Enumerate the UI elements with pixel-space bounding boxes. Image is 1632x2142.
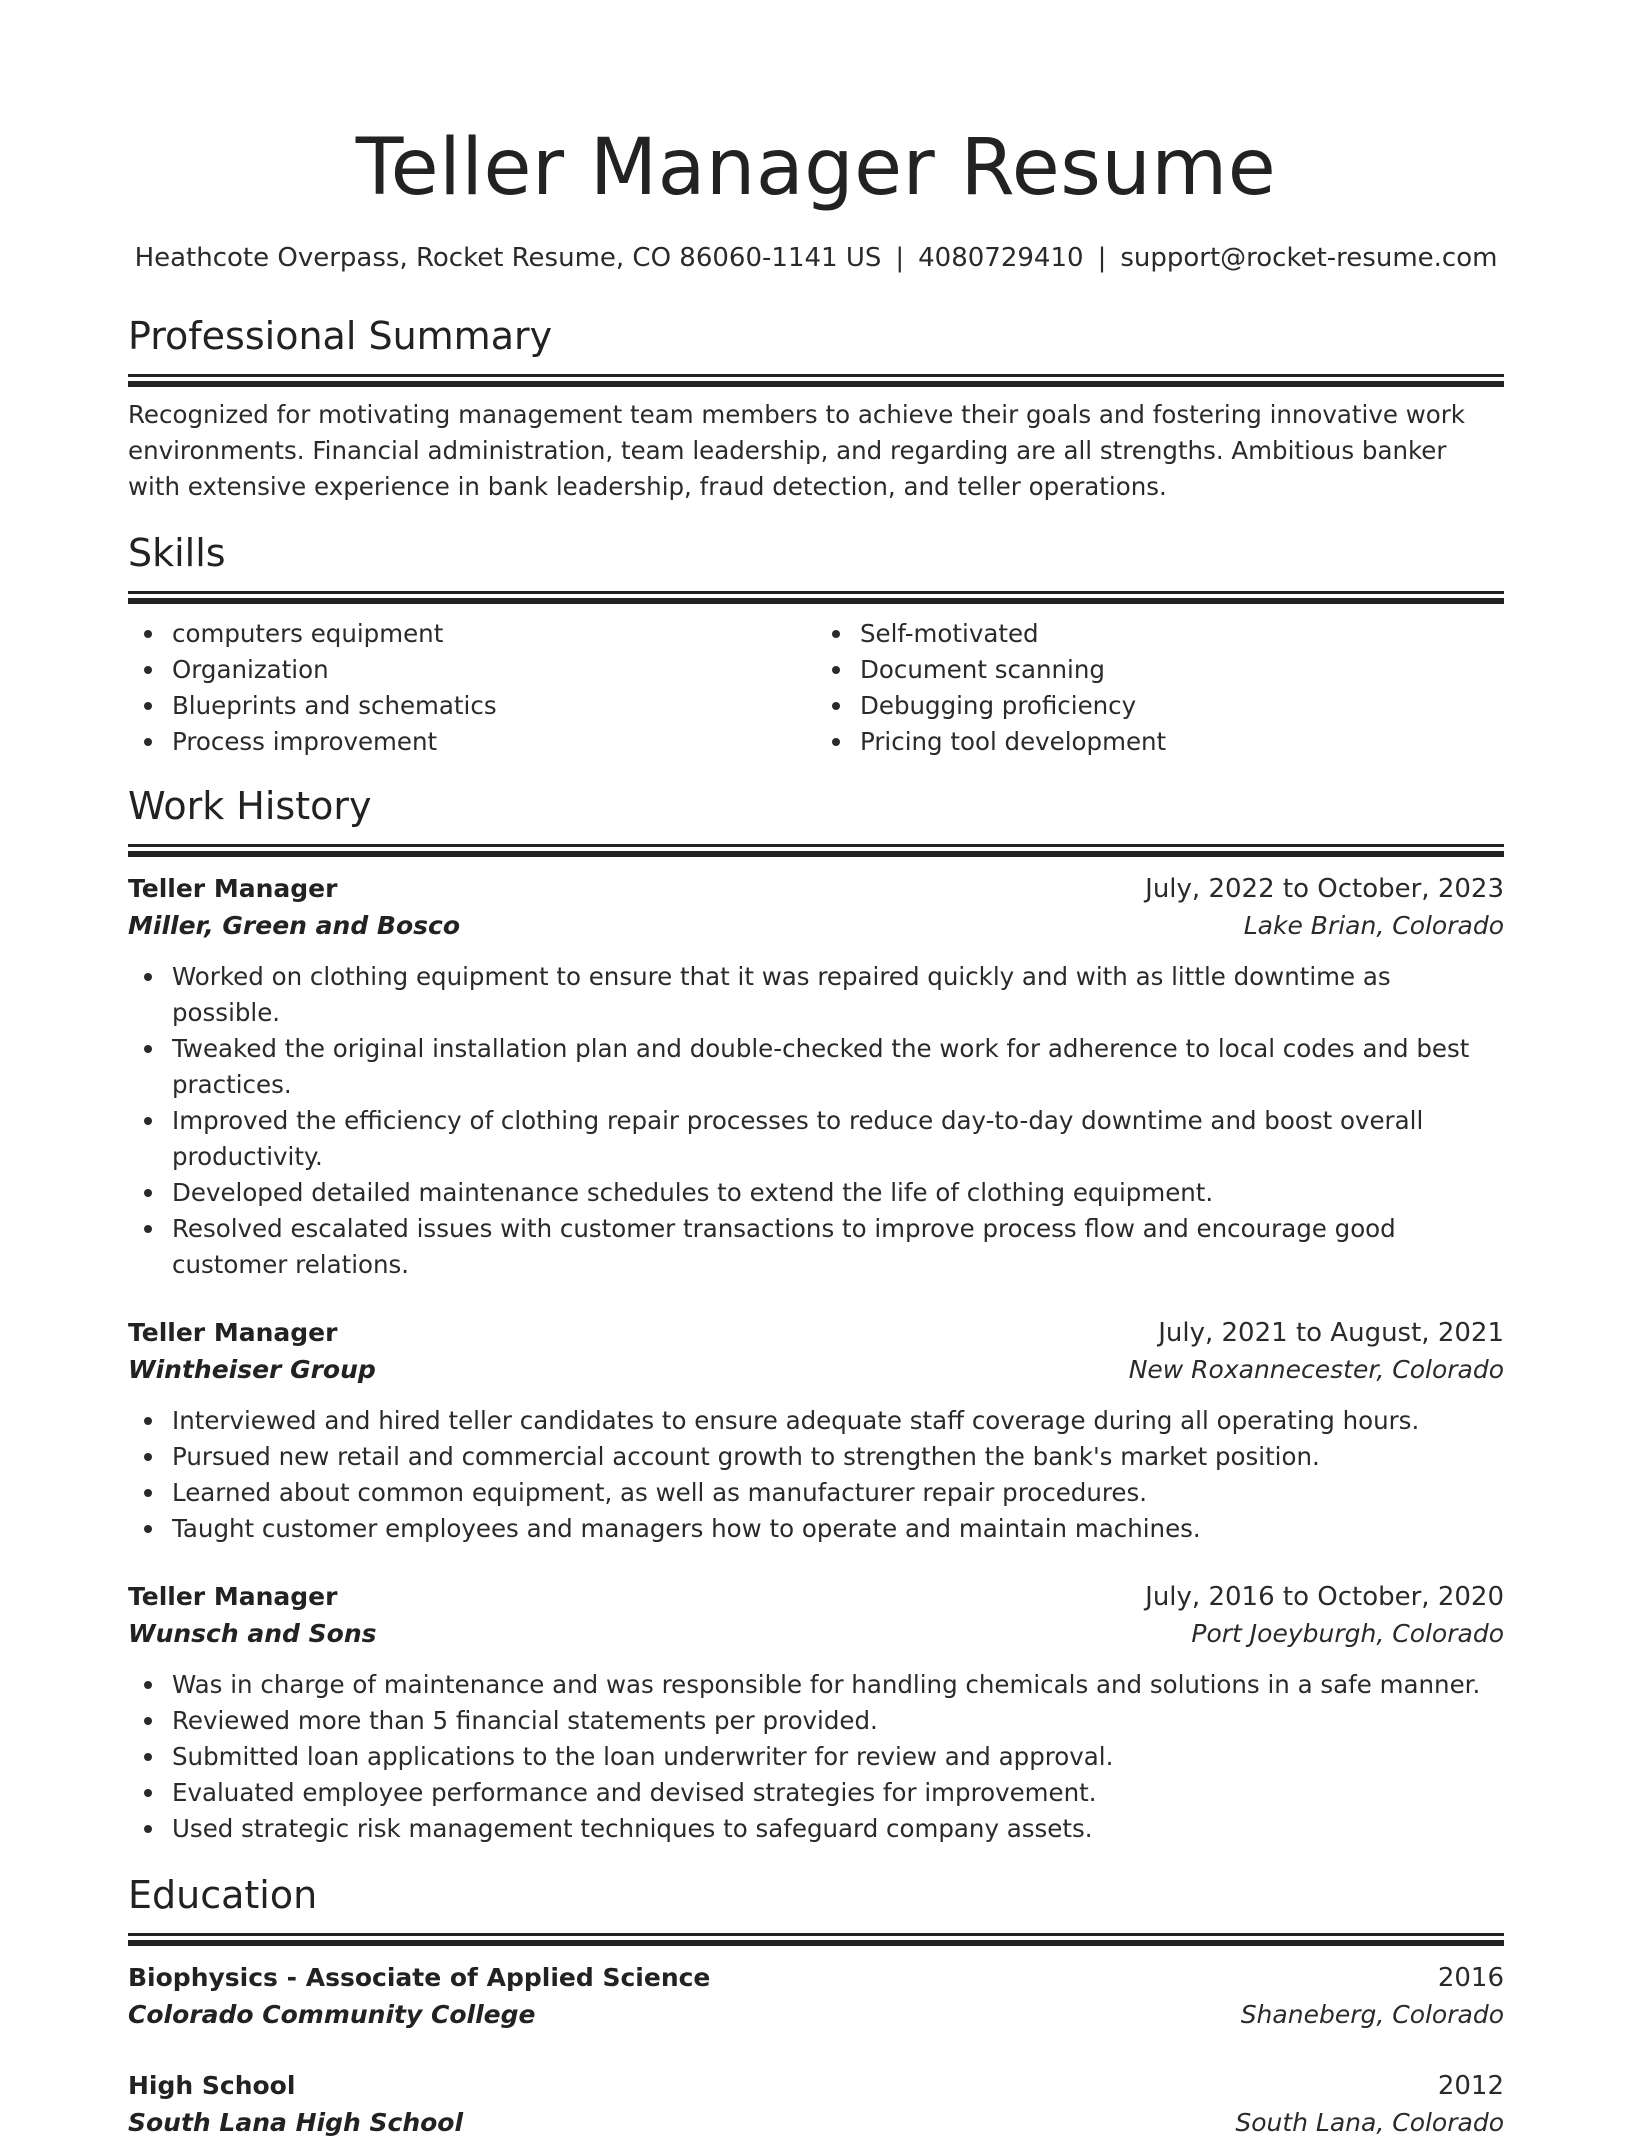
- skill-item: Blueprints and schematics: [128, 688, 816, 724]
- job-bullet: Resolved escalated issues with customer transactions to improve process flow and encourage good customer relations.: [128, 1211, 1504, 1283]
- education-location: South Lana, Colorado: [1235, 2108, 1504, 2137]
- job-header: [128, 871, 1504, 907]
- contact-separator: |: [1097, 243, 1107, 273]
- job-bullet: Used strategic risk management techniques to safeguard company assets.: [128, 1811, 1504, 1847]
- job-bullets: [128, 1403, 1504, 1547]
- skill-item: Document scanning: [816, 652, 1504, 688]
- education-degree: High School: [128, 2071, 296, 2100]
- job-location: Lake Brian, Colorado: [1243, 911, 1504, 940]
- education-subheader: [128, 1996, 1504, 2034]
- job-title: Teller Manager: [128, 874, 338, 903]
- education-location: Shaneberg, Colorado: [1240, 2000, 1504, 2029]
- job-company: Wunsch and Sons: [128, 1619, 377, 1648]
- education-heading: Education: [128, 1873, 318, 1917]
- skills-section: [128, 529, 1504, 760]
- resume-title: Teller Manager Resume: [355, 123, 1277, 213]
- job-header: [128, 1315, 1504, 1351]
- job-entry: [128, 1315, 1504, 1547]
- job-bullet: Was in charge of maintenance and was responsible for handling chemicals and solutions in a safe manner.: [128, 1667, 1504, 1703]
- skill-item: Self-motivated: [816, 616, 1504, 652]
- job-bullet: Reviewed more than 5 financial statements per provided.: [128, 1703, 1504, 1739]
- skill-item: Pricing tool development: [816, 724, 1504, 760]
- job-subheader: [128, 1351, 1504, 1389]
- contact-phone: 4080729410: [918, 243, 1084, 273]
- section-divider: [128, 591, 1504, 594]
- job-subheader: [128, 907, 1504, 945]
- summary-text: Recognized for motivating management team members to achieve their goals and fostering innovative work environments. Financial administration, team leadership, and regarding are all strengths. Ambitious banker with extensive experience in bank leadership, fraud detection, and teller operations.: [128, 400, 1465, 501]
- job-bullets: [128, 959, 1504, 1283]
- education-entry: [128, 2068, 1504, 2142]
- section-divider: [128, 1933, 1504, 1936]
- job-bullet: Tweaked the original installation plan and double-checked the work for adherence to local codes and best practices.: [128, 1031, 1504, 1103]
- job-header: [128, 1579, 1504, 1615]
- job-dates: July, 2022 to October, 2023: [1145, 874, 1504, 904]
- job-subheader: [128, 1615, 1504, 1653]
- skill-item: Debugging proficiency: [816, 688, 1504, 724]
- skills-heading: Skills: [128, 531, 226, 575]
- job-title: Teller Manager: [128, 1582, 338, 1611]
- job-bullet: Interviewed and hired teller candidates to ensure adequate staff coverage during all operating hours.: [128, 1403, 1504, 1439]
- summary-section: [128, 312, 1504, 505]
- education-entry: [128, 1960, 1504, 2034]
- skills-column-left: [128, 616, 816, 760]
- job-bullet: Submitted loan applications to the loan underwriter for review and approval.: [128, 1739, 1504, 1775]
- job-bullets: [128, 1667, 1504, 1847]
- education-degree: Biophysics - Associate of Applied Science: [128, 1963, 711, 1992]
- contact-line: [128, 240, 1504, 276]
- job-company: Wintheiser Group: [128, 1355, 376, 1384]
- skills-list: [128, 616, 1504, 760]
- job-title: Teller Manager: [128, 1318, 338, 1347]
- job-bullet: Evaluated employee performance and devised strategies for improvement.: [128, 1775, 1504, 1811]
- skill-item: computers equipment: [128, 616, 816, 652]
- skill-item: Organization: [128, 652, 816, 688]
- work-history-heading: Work History: [128, 784, 372, 828]
- section-divider: [128, 844, 1504, 847]
- job-company: Miller, Green and Bosco: [128, 911, 461, 940]
- education-year: 2016: [1437, 1963, 1504, 1993]
- job-entry: [128, 1579, 1504, 1847]
- education-school: South Lana High School: [128, 2108, 464, 2137]
- job-bullet: Worked on clothing equipment to ensure that it was repaired quickly and with as little downtime as possible.: [128, 959, 1504, 1031]
- education-section: [128, 1871, 1504, 2142]
- job-bullet: Learned about common equipment, as well as manufacturer repair procedures.: [128, 1475, 1504, 1511]
- job-bullet: Pursued new retail and commercial account growth to strengthen the bank's market position.: [128, 1439, 1504, 1475]
- job-location: Port Joeyburgh, Colorado: [1191, 1619, 1504, 1648]
- education-subheader: [128, 2104, 1504, 2142]
- skill-item: Process improvement: [128, 724, 816, 760]
- summary-heading: Professional Summary: [128, 314, 553, 358]
- education-header: [128, 2068, 1504, 2104]
- job-location: New Roxannecester, Colorado: [1128, 1355, 1504, 1384]
- work-history-section: [128, 782, 1504, 1847]
- contact-address: Heathcote Overpass, Rocket Resume, CO 86060-1141 US: [134, 243, 882, 273]
- job-bullet: Taught customer employees and managers how to operate and maintain machines.: [128, 1511, 1504, 1547]
- job-dates: July, 2016 to October, 2020: [1145, 1582, 1504, 1612]
- education-school: Colorado Community College: [128, 2000, 536, 2029]
- job-bullet: Improved the efficiency of clothing repair processes to reduce day-to-day downtime and boost overall productivity.: [128, 1103, 1504, 1175]
- education-year: 2012: [1437, 2071, 1504, 2101]
- education-header: [128, 1960, 1504, 1996]
- skills-column-right: [816, 616, 1504, 760]
- job-entry: [128, 871, 1504, 1283]
- contact-separator: |: [895, 243, 905, 273]
- section-divider: [128, 374, 1504, 377]
- job-dates: July, 2021 to August, 2021: [1158, 1318, 1504, 1348]
- contact-email: support@rocket-resume.com: [1120, 243, 1498, 273]
- job-bullet: Developed detailed maintenance schedules to extend the life of clothing equipment.: [128, 1175, 1504, 1211]
